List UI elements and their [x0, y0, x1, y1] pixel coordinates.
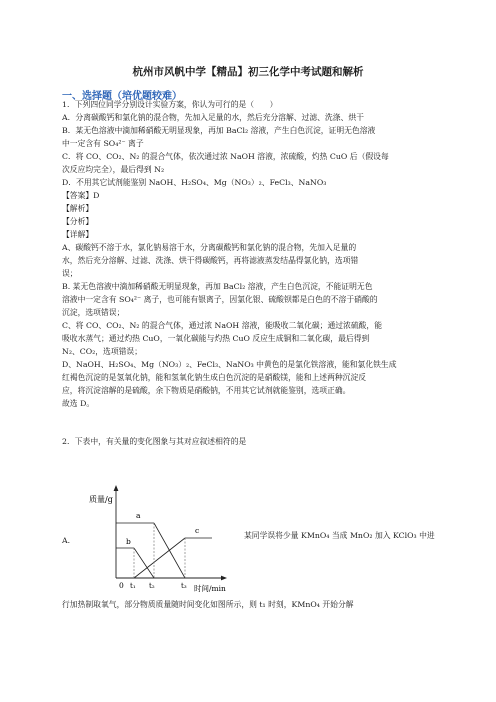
curve-label-c: c [195, 526, 200, 535]
x-axis-label: 时间/min [194, 584, 226, 593]
q1-detail-line: 沉淀，选项错误； [62, 308, 125, 317]
q1-option-a: A．分离碳酸钙和氯化钠的混合物，先加入足量的水，然后充分溶解、过滤、洗涤、烘干 [62, 113, 364, 122]
q1-option-d: D．不用其它试剂能鉴别 NaOH、H₂SO₄、Mg（NO₃）₂、FeCl₃、NaNO₃ [62, 178, 327, 187]
q1-detail-line: C、将 CO、CO₂、N₂ 的混合气体，通过浓 NaOH 溶液，能吸收二氧化碳；通过浓硫酸，能 [62, 321, 383, 330]
q1-analysis: 【解析】 [62, 204, 94, 213]
tick-label-t3: t₃ [181, 582, 187, 590]
q1-detail-line: 吸收水蒸气；通过灼热 CuO，一氧化碳能与灼热 CuO 反应生成铜和二氧化碳，最后得到 [62, 334, 370, 343]
mass-time-graph [86, 482, 236, 594]
y-axis-label: 质量/g [89, 495, 113, 504]
q1-option-c: C．将 CO、CO₂、N₂ 的混合气体，依次通过浓 NaOH 溶液，浓硫酸，灼热 CuO 后（假设每 [62, 152, 389, 161]
q1-detail-line: B. 某无色溶液中滴加稀硝酸无明显现象，再加 BaCl₂ 溶液，产生白色沉淀，不能证明无色 [62, 282, 373, 291]
q1-detail-line: D、NaOH、H₂SO₄、Mg（NO₃）₂、FeCl₃、NaNO₃ 中黄色的是氯化铁溶液，能和氯化铁生成 [62, 360, 397, 369]
page-title: 杭州市风帆中学【精品】初三化学中考试题和解析 [132, 66, 364, 78]
section-heading: 一、选择题（培优题较难） [62, 91, 182, 102]
q1-detail-line: N₂、CO₂，选项错误； [62, 347, 143, 356]
q1-detail-heading: 【详解】 [62, 230, 94, 239]
y-axis-arrow [114, 485, 119, 491]
q2-stem: 2．下表中，有关量的变化图象与其对应叙述相符的是 [62, 437, 247, 446]
q1-analysis-2: 【分析】 [62, 217, 94, 226]
q1-detail-line: A、碳酸钙不溶于水，氯化钠易溶于水，分离碳酸钙和氯化钠的混合物，先加入足量的 [62, 243, 357, 252]
q1-detail-line: 红褐色沉淀的是氢氧化钠，能和氢氧化钠生成白色沉淀的是硝酸镁，能和上述两种沉淀反 [62, 373, 367, 382]
q1-detail-line: 应，将沉淀溶解的是硫酸，余下物质是硝酸钠，不用其它试剂就能鉴别，选项正确。 [62, 386, 351, 395]
q1-option-b-cont: 中一定含有 SO₄²⁻ 离子 [62, 139, 144, 148]
q1-detail-line: 误； [62, 269, 78, 278]
q1-option-b: B．某无色溶液中滴加稀硝酸无明显现象，再加 BaCl₂ 溶液，产生白色沉淀，证明无色溶液 [62, 126, 376, 135]
q1-stem: 1．下列四位同学分别设计实验方案，你认为可行的是（ ） [62, 100, 278, 109]
curve-label-b: b [126, 537, 131, 546]
q2-option-a-label: A． [62, 536, 76, 545]
curve-c-rise [134, 538, 185, 578]
tick-label-t1: t₁ [130, 582, 136, 590]
q1-option-c-cont: 次反应均完全），最后得到 N₂ [62, 165, 165, 174]
q1-conclusion: 故选 D。 [62, 399, 95, 408]
q2-option-a-text: 某同学误将少量 KMnO₄ 当成 MnO₂ 加入 KClO₃ 中进 [244, 531, 435, 540]
q2-option-a-continuation: 行加热制取氧气，部分物质质量随时间变化如图所示，则 t₁ 时刻，KMnO₄ 开始分解 [62, 600, 354, 609]
q1-answer: 【答案】D [62, 191, 100, 200]
origin-label: 0 [119, 581, 124, 590]
x-axis-arrow [221, 576, 227, 581]
tick-label-t2: t₂ [149, 582, 155, 590]
curve-b-drop [134, 548, 154, 578]
q1-detail-line: 溶液中一定含有 SO₄²⁻ 离子，也可能有银离子，因氯化银、硫酸钡都是白色的不溶于硝酸的 [62, 295, 378, 304]
curve-label-a: a [136, 511, 141, 520]
q1-detail-line: 水，然后充分溶解、过滤、洗涤、烘干得碳酸钙，再将滤液蒸发结晶得氯化钠，选项错 [62, 256, 359, 265]
